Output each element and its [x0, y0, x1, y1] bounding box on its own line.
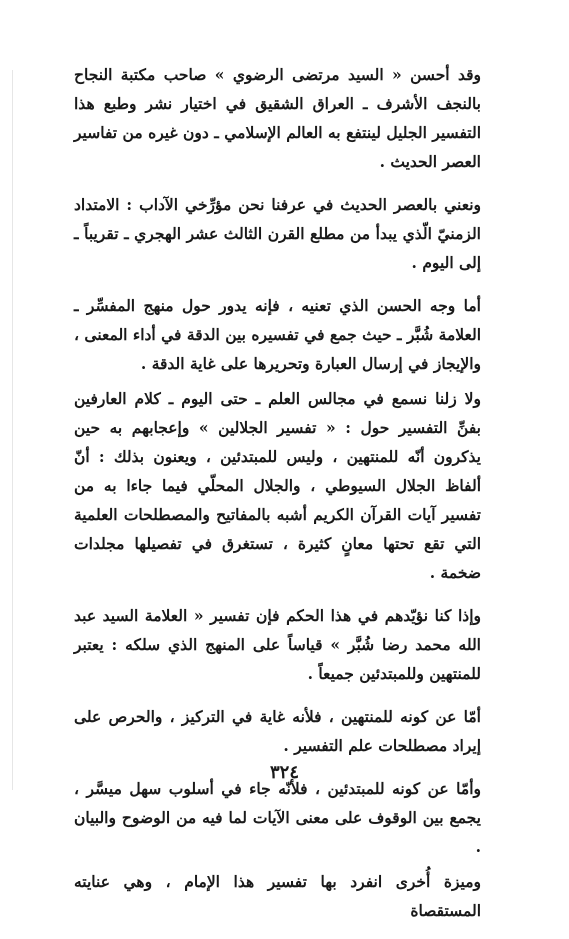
- paragraph-6: أمّا عن كونه للمنتهين ، فلأنه غاية في التركيز ، والحرص على إيراد مصطلحات علم التفسير .: [74, 707, 481, 755]
- body-text: [74, 60, 481, 939]
- paragraph-5: وإذا كنا نؤيّدهم في هذا الحكم فإن تفسير « العلامة السيد عبد الله محمد رضا شُبَّر » قياساً على المنهج الذي سلكه : يعتبر للمنتهين وللمبتدئين جميعاً .: [74, 606, 481, 683]
- paragraph-8: وميزة أُخرى انفرد بها تفسير هذا الإمام ، وهي عنايته المستقصاة: [74, 872, 481, 920]
- paragraph-4: ولا زلنا نسمع في مجالس العلم ـ حتى اليوم ـ كلام العارفين بفنِّ التفسير حول : « تفسير الجلالين » وإعجابهم به حين يذكرون أنّه للمنتهين ، وليس للمبتدئين ، ويعنون بذلك : أنّ ألفاظ الجلال السيوطي ، والجلال المحلّي فيما جاءا به من تفسير آيات القرآن الكريم أشبه بالمفاتيح والمصطلحات العلمية التي تقع تحتها معانٍ كثيرة ، تستغرق في تفصيلها مجلدات ضخمة .: [74, 389, 481, 582]
- paragraph-1: وقد أحسن « السيد مرتضى الرضوي » صاحب مكتبة النجاح بالنجف الأشرف ـ العراق الشقيق في اختيار نشر وطبع هذا التفسير الجليل لينتفع به العالم الإسلامي ـ دون غيره من تفاسير العصر الحديث .: [74, 65, 481, 171]
- paragraph-2: ونعني بالعصر الحديث في عرفنا نحن مؤرِّخي الآداب : الامتداد الزمنيّ الّذي يبدأ من مطلع القرن الثالث عشر الهجري ـ تقريباً ـ إلى اليوم .: [74, 195, 481, 272]
- page-edge-shadow: [12, 70, 13, 790]
- paragraph-3: أما وجه الحسن الذي تعنيه ، فإنه يدور حول منهج المفسِّر ـ العلامة شُبَّر ـ حيث جمع في تفسيره بين الدقة في أداء المعنى ، والإيجاز في إرسال العبارة وتحريرها على غاية الدقة .: [74, 296, 481, 373]
- paragraph-7: وأمّا عن كونه للمبتدئين ، فلأنّه جاء في أسلوب سهل ميسَّر ، يجمع بين الوقوف على معنى الآيات لما فيه من الوضوح والبيان .: [74, 779, 481, 856]
- page-number: ٣٢٤: [269, 762, 299, 783]
